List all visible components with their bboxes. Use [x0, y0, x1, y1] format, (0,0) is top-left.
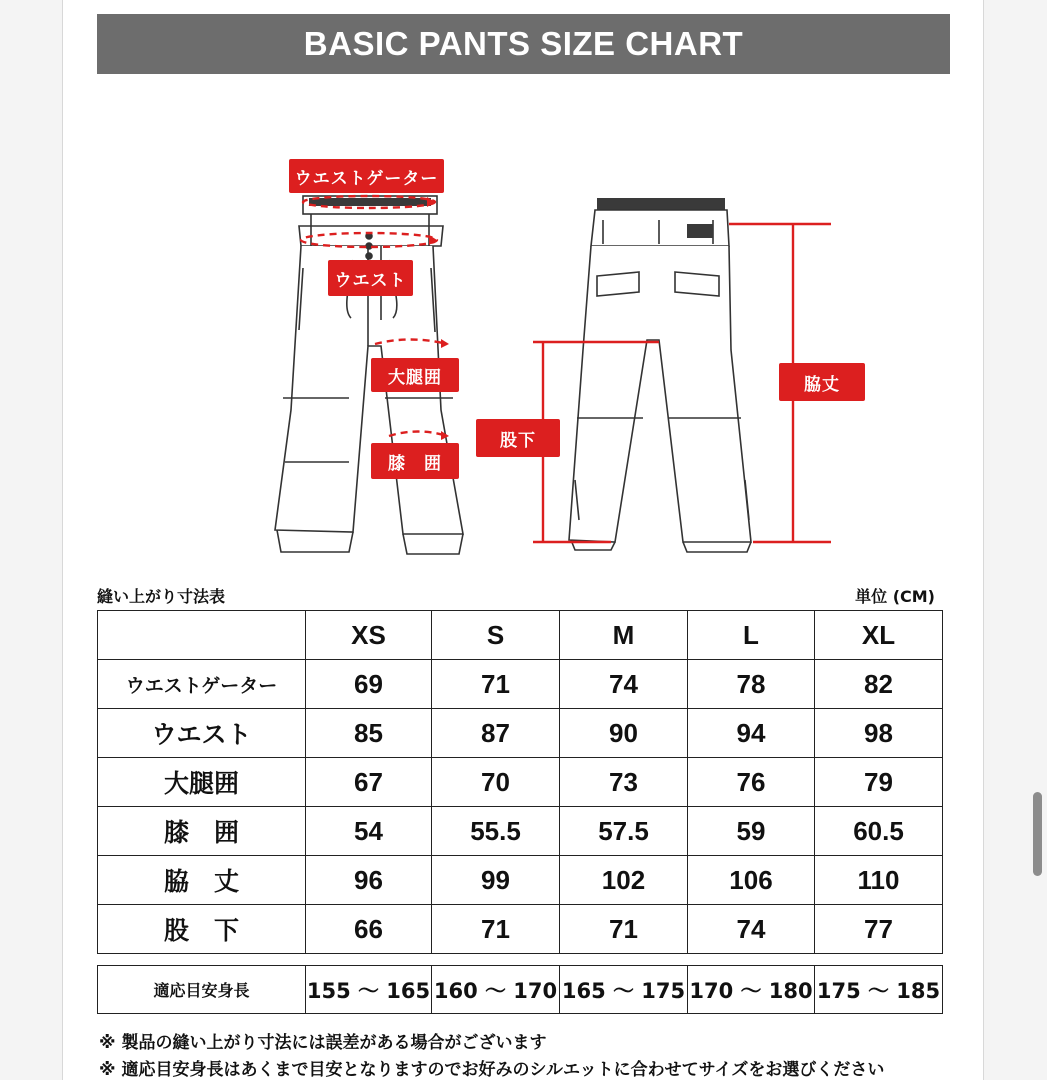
size-table: [97, 610, 943, 954]
table-cell: 99: [432, 856, 560, 905]
table-row: [98, 709, 943, 758]
table-cell: 74: [688, 905, 815, 954]
row-label: 脇 丈: [98, 856, 306, 905]
row-label: 適応目安身長: [98, 966, 306, 1014]
size-header: XS: [306, 611, 432, 660]
label-thigh: 大腿囲: [371, 358, 459, 392]
table-cell: 110: [815, 856, 943, 905]
table-row: [98, 856, 943, 905]
table-cell: 82: [815, 660, 943, 709]
size-header: M: [560, 611, 688, 660]
table-cell: 106: [688, 856, 815, 905]
table-cell: 175 〜 185: [815, 966, 943, 1014]
table-cell: 67: [306, 758, 432, 807]
table-cell: 160 〜 170: [432, 966, 560, 1014]
size-header: XL: [815, 611, 943, 660]
size-chart-page: [62, 0, 984, 1080]
size-header: L: [688, 611, 815, 660]
corner-cell: [98, 611, 306, 660]
table-cell: 71: [432, 660, 560, 709]
table-cell: 102: [560, 856, 688, 905]
table-cell: 54: [306, 807, 432, 856]
pants-diagram: [63, 150, 985, 560]
row-label: ウエスト: [98, 709, 306, 758]
table-cell: 77: [815, 905, 943, 954]
table-cell: 73: [560, 758, 688, 807]
table-cell: 70: [432, 758, 560, 807]
table-cell: 87: [432, 709, 560, 758]
unit-label: 単位 (CM): [855, 587, 935, 606]
table-cell: 55.5: [432, 807, 560, 856]
table-cell: 74: [560, 660, 688, 709]
table-cell: 71: [432, 905, 560, 954]
height-row: [98, 966, 943, 1014]
label-outseam: 脇丈: [779, 363, 865, 401]
table-cell: 90: [560, 709, 688, 758]
table-cell: 60.5: [815, 807, 943, 856]
scrollbar-thumb[interactable]: [1033, 792, 1042, 876]
row-label: ウエストゲーター: [98, 660, 306, 709]
table-cell: 66: [306, 905, 432, 954]
table-caption: 縫い上がり寸法表: [97, 587, 226, 606]
row-label: 股 下: [98, 905, 306, 954]
table-cell: 71: [560, 905, 688, 954]
table-cell: 94: [688, 709, 815, 758]
size-header: S: [432, 611, 560, 660]
table-cell: 78: [688, 660, 815, 709]
table-cell: 59: [688, 807, 815, 856]
row-label: 大腿囲: [98, 758, 306, 807]
table-cell: 85: [306, 709, 432, 758]
scrollbar[interactable]: [1030, 0, 1047, 1080]
table-cell: 69: [306, 660, 432, 709]
table-cell: 155 〜 165: [306, 966, 432, 1014]
table-cell: 165 〜 175: [560, 966, 688, 1014]
table-row: [98, 905, 943, 954]
table-cell: 79: [815, 758, 943, 807]
table-cell: 96: [306, 856, 432, 905]
label-inseam: 股下: [476, 419, 560, 457]
height-table: [97, 965, 943, 1014]
table-cell: 170 〜 180: [688, 966, 815, 1014]
label-waist-gaiter: ウエストゲーター: [289, 159, 444, 193]
page-title: BASIC PANTS SIZE CHART: [97, 14, 950, 74]
label-knee: 膝 囲: [371, 443, 459, 479]
table-row: [98, 807, 943, 856]
note-tolerance: ※ 製品の縫い上がり寸法には誤差がある場合がございます: [99, 1033, 547, 1053]
note-height-guide: ※ 適応目安身長はあくまで目安となりますのでお好みのシルエットに合わせてサイズをお選びください: [99, 1060, 885, 1080]
table-row: [98, 758, 943, 807]
table-row: [98, 660, 943, 709]
label-waist: ウエスト: [328, 260, 413, 296]
row-label: 膝 囲: [98, 807, 306, 856]
table-cell: 98: [815, 709, 943, 758]
table-cell: 57.5: [560, 807, 688, 856]
size-header-row: [98, 611, 943, 660]
pants-back-drawing: [569, 198, 751, 552]
table-cell: 76: [688, 758, 815, 807]
